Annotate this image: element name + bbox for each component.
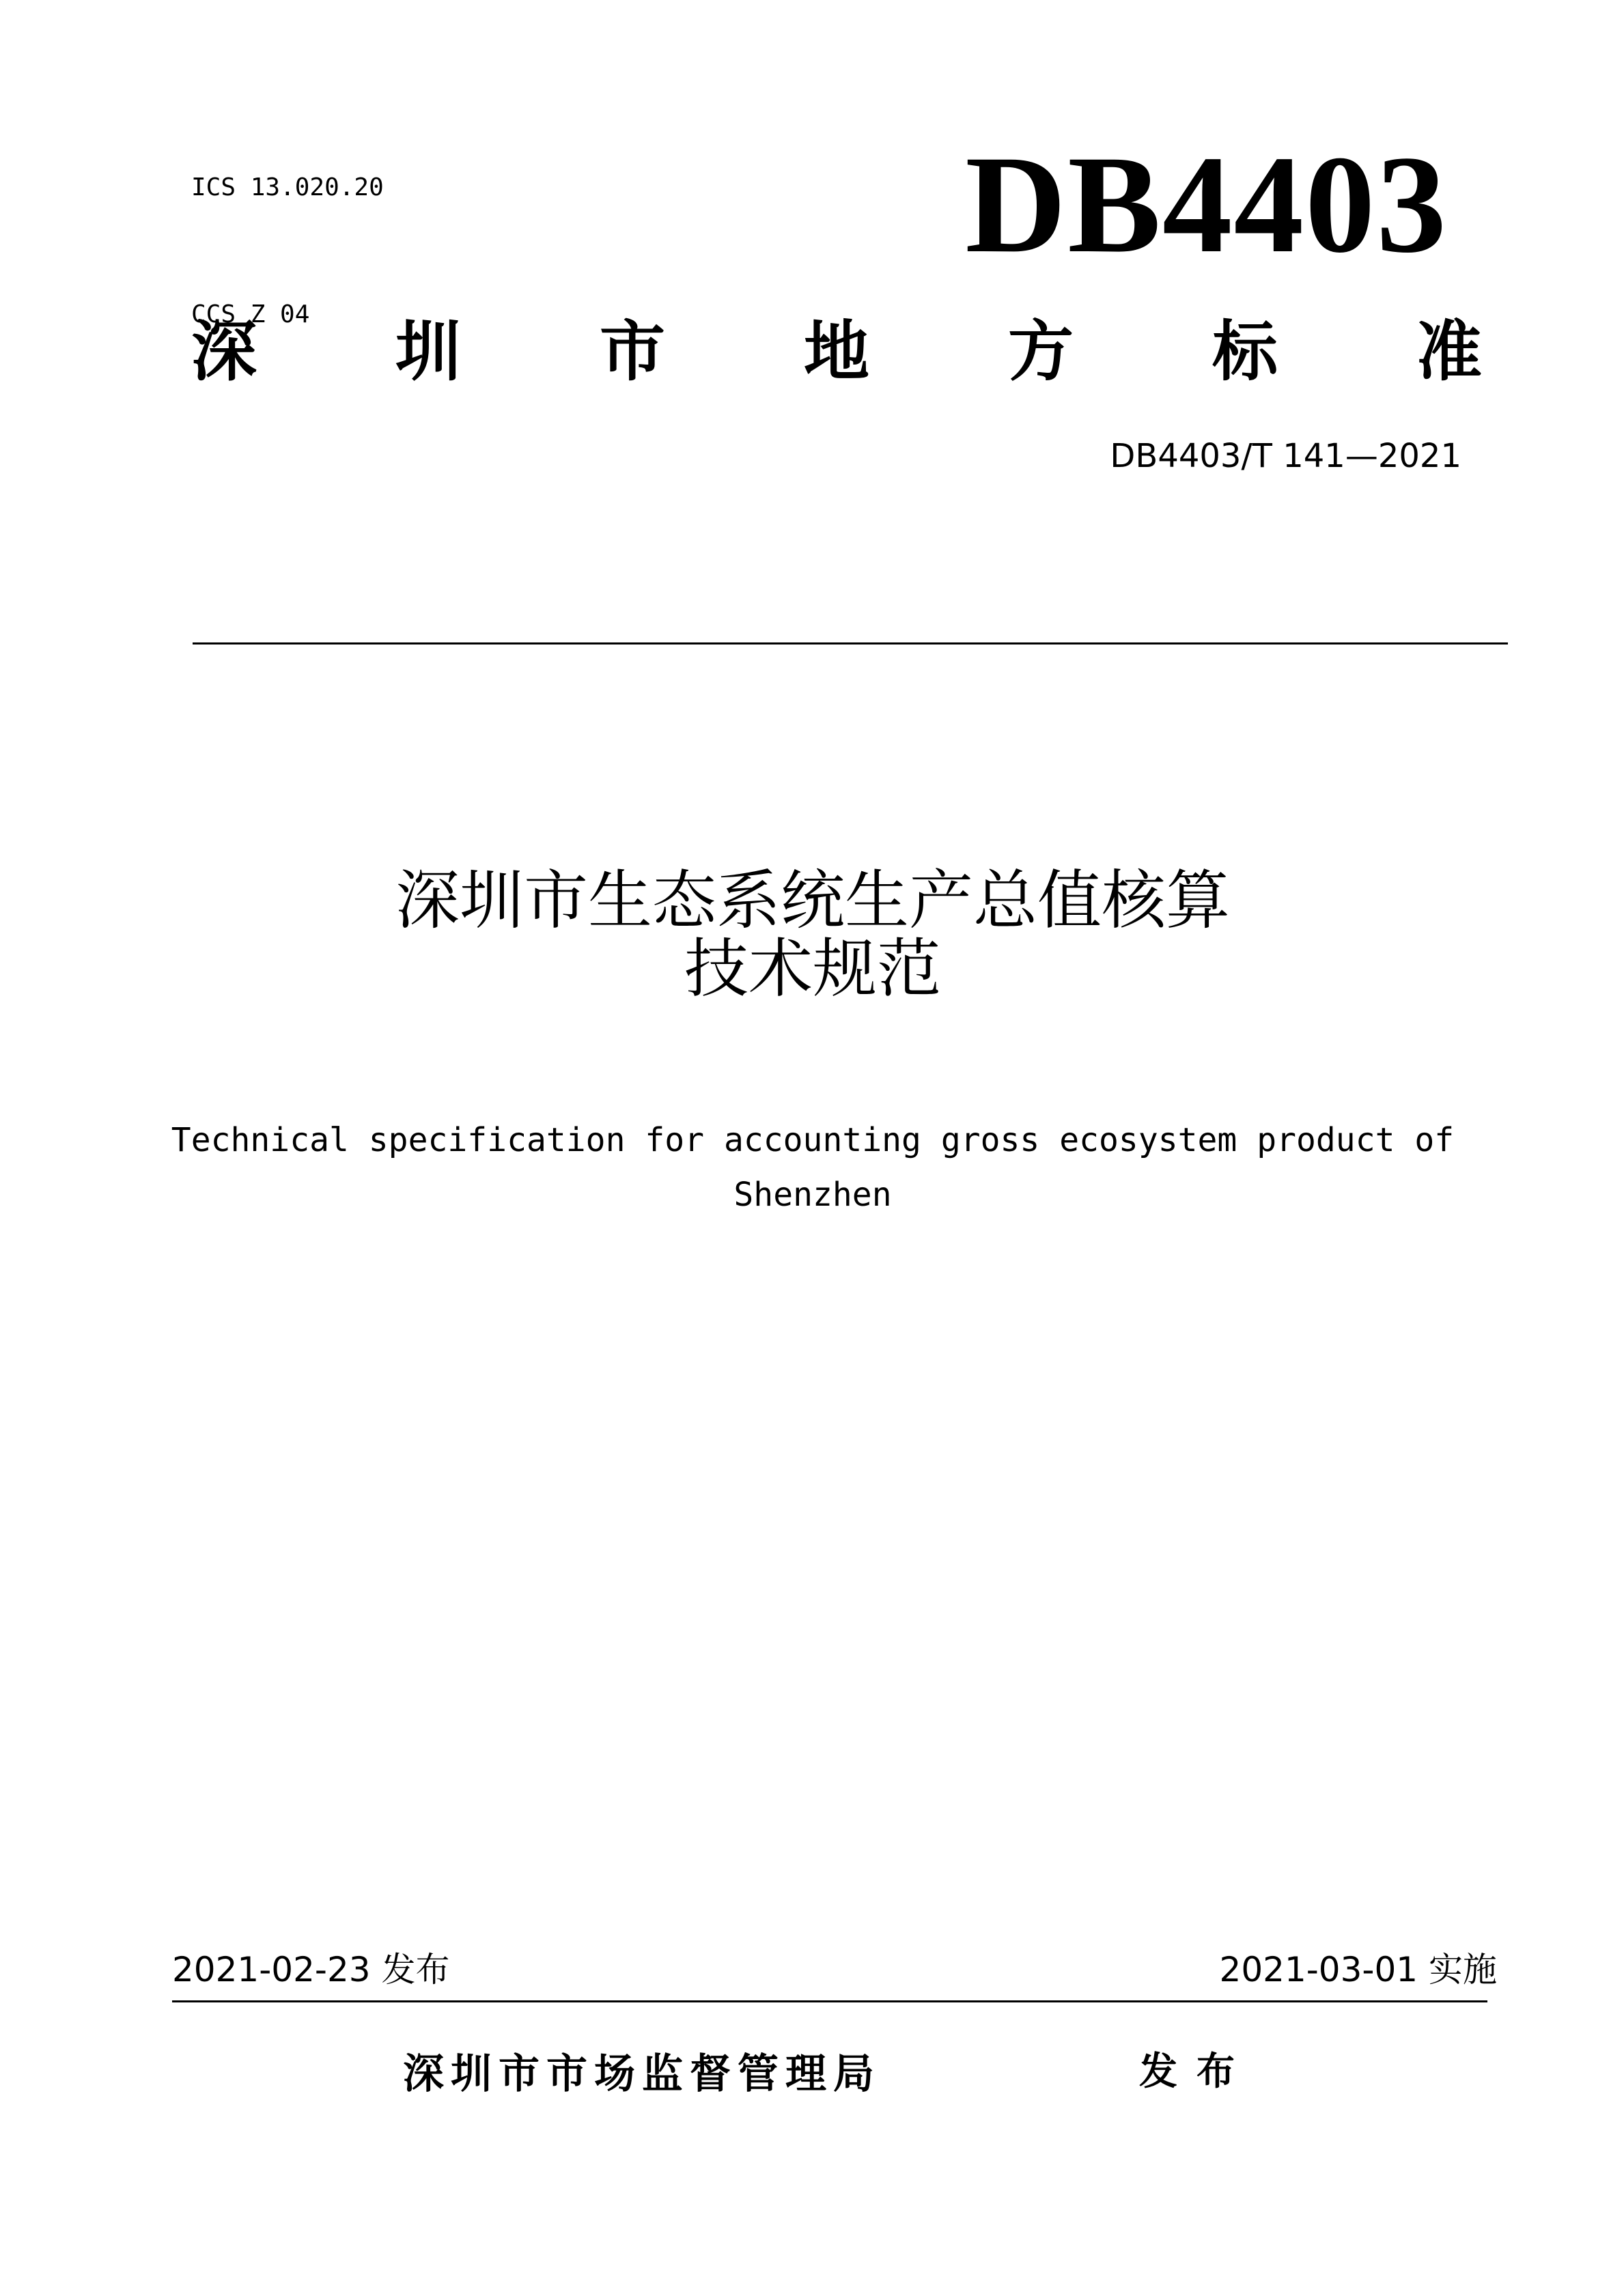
english-title-line-1: Technical specification for accounting gross ecosystem product of bbox=[171, 1121, 1455, 1159]
issuing-authority: 深圳市市场监督管理局 bbox=[403, 2050, 881, 2098]
implement-date: 2021-03-01 实施 bbox=[1219, 1950, 1497, 1989]
english-title bbox=[164, 1113, 1461, 1222]
standard-type-char: 圳 bbox=[395, 313, 461, 390]
ccs-code: CCS Z 04 bbox=[191, 300, 310, 328]
bottom-divider bbox=[172, 2000, 1487, 2002]
chinese-title-line-1: 深圳市生态系统生产总值核算 bbox=[395, 864, 1230, 938]
publish-date: 2021-02-23 发布 bbox=[172, 1950, 450, 1989]
standard-logo: DB4403 bbox=[965, 127, 1448, 282]
chinese-title bbox=[191, 864, 1434, 1006]
standard-type-char: 地 bbox=[804, 313, 869, 390]
standard-type-heading bbox=[191, 314, 1482, 389]
standard-type-char: 市 bbox=[600, 313, 665, 390]
standard-type-char: 标 bbox=[1212, 313, 1278, 390]
issue-label: 发布 bbox=[1139, 2050, 1254, 2094]
ics-code: ICS 13.020.20 bbox=[191, 173, 384, 201]
standard-type-char: 准 bbox=[1416, 313, 1482, 390]
english-title-line-2: Shenzhen bbox=[733, 1176, 892, 1214]
chinese-title-line-2: 技术规范 bbox=[684, 932, 941, 1006]
date-row bbox=[172, 1947, 1497, 1992]
standard-type-char: 方 bbox=[1008, 313, 1074, 390]
top-divider bbox=[193, 642, 1508, 644]
standard-type-char: 深 bbox=[191, 313, 257, 390]
standard-number: DB4403/T 141—2021 bbox=[1110, 437, 1461, 475]
